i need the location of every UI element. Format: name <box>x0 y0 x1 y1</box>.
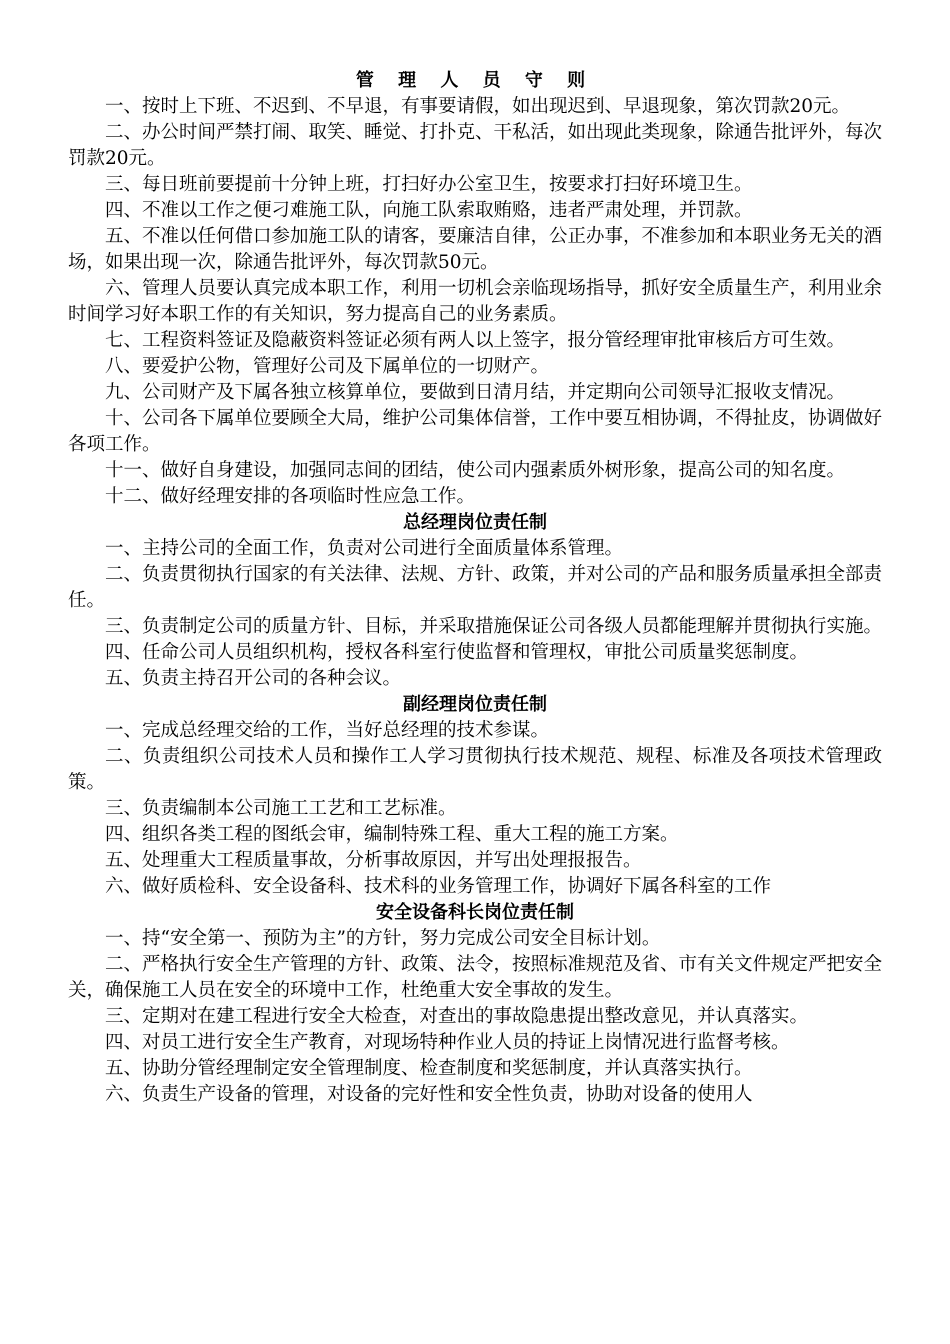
paragraph: 七、工程资料签证及隐蔽资料签证必须有两人以上签字，报分管经理审批审核后方可生效。 <box>105 330 846 351</box>
paragraph: 五、协助分管经理制定安全管理制度、检查制度和奖惩制度，并认真落实执行。 <box>105 1058 753 1079</box>
paragraph: 六、管理人员要认真完成本职工作，利用一切机会亲临现场指导，抓好安全质量生产，利用业余时间学习好本职工作的有关知识，努力提高自己的业务素质。 <box>68 278 883 325</box>
paragraph: 二、严格执行安全生产管理的方针、政策、法令，按照标准规范及省、市有关文件规定严把安全关，确保施工人员在安全的环境中工作，杜绝重大安全事故的发生。 <box>68 954 883 1001</box>
section-title: 总经理岗位责任制 <box>403 512 547 533</box>
paragraph: 九、公司财产及下属各独立核算单位，要做到日清月结，并定期向公司领导汇报收支情况。 <box>105 382 846 403</box>
paragraph: 一、按时上下班、不迟到、不早退，有事要请假，如出现迟到、早退现象，第次罚款20元。 <box>105 96 851 117</box>
section-management-rules <box>68 68 882 510</box>
paragraph: 二、办公时间严禁打闹、取笑、睡觉、打扑克、干私活，如出现此类现象，除通告批评外，每次罚款20元。 <box>68 122 883 169</box>
paragraph: 一、持“安全第一、预防为主”的方针，努力完成公司安全目标计划。 <box>105 928 661 949</box>
section-title: 安全设备科长岗位责任制 <box>376 902 574 923</box>
paragraph: 一、主持公司的全面工作，负责对公司进行全面质量体系管理。 <box>105 538 624 559</box>
paragraph: 四、不准以工作之便刁难施工队，向施工队索取贿赂，违者严肃处理，并罚款。 <box>105 200 753 221</box>
paragraph: 四、对员工进行安全生产教育，对现场特种作业人员的持证上岗情况进行监督考核。 <box>105 1032 790 1053</box>
section-title: 副经理岗位责任制 <box>403 694 547 715</box>
paragraph: 二、负责贯彻执行国家的有关法律、法规、方针、政策，并对公司的产品和服务质量承担全部责任。 <box>68 564 883 611</box>
paragraph: 一、完成总经理交给的工作，当好总经理的技术参谋。 <box>105 720 550 741</box>
paragraph: 十一、做好自身建设，加强同志间的团结，使公司内强素质外树形象，提高公司的知名度。 <box>105 460 846 481</box>
paragraph: 四、任命公司人员组织机构，授权各科室行使监督和管理权，审批公司质量奖惩制度。 <box>105 642 809 663</box>
paragraph: 五、处理重大工程质量事故，分析事故原因，并写出处理报报告。 <box>105 850 642 871</box>
section-title: 管 理 人 员 守 则 <box>355 70 595 91</box>
paragraph: 三、负责编制本公司施工工艺和工艺标准。 <box>105 798 457 819</box>
paragraph: 五、负责主持召开公司的各种会议。 <box>105 668 402 689</box>
paragraph: 四、组织各类工程的图纸会审，编制特殊工程、重大工程的施工方案。 <box>105 824 679 845</box>
section-safety-equipment-chief-duties <box>68 900 882 1108</box>
section-general-manager-duties <box>68 510 882 692</box>
paragraph: 三、定期对在建工程进行安全大检查，对查出的事故隐患提出整改意见，并认真落实。 <box>105 1006 809 1027</box>
paragraph: 三、每日班前要提前十分钟上班，打扫好办公室卫生，按要求打扫好环境卫生。 <box>105 174 753 195</box>
paragraph: 十、公司各下属单位要顾全大局，维护公司集体信誉，工作中要互相协调，不得扯皮，协调做好各项工作。 <box>68 408 883 455</box>
paragraph: 五、不准以任何借口参加施工队的请客，要廉洁自律，公正办事，不准参加和本职业务无关的酒场，如果出现一次，除通告批评外，每次罚款50元。 <box>68 226 883 273</box>
paragraph: 十二、做好经理安排的各项临时性应急工作。 <box>105 486 476 507</box>
paragraph: 三、负责制定公司的质量方针、目标，并采取措施保证公司各级人员都能理解并贯彻执行实施。 <box>105 616 883 637</box>
paragraph: 六、做好质检科、安全设备科、技术科的业务管理工作，协调好下属各科室的工作 <box>105 876 772 897</box>
paragraph: 六、负责生产设备的管理，对设备的完好性和安全性负责，协助对设备的使用人 <box>105 1084 753 1105</box>
section-deputy-manager-duties <box>68 692 882 900</box>
paragraph: 八、要爱护公物，管理好公司及下属单位的一切财产。 <box>105 356 550 377</box>
paragraph: 二、负责组织公司技术人员和操作工人学习贯彻执行技术规范、规程、标准及各项技术管理政策。 <box>68 746 882 793</box>
